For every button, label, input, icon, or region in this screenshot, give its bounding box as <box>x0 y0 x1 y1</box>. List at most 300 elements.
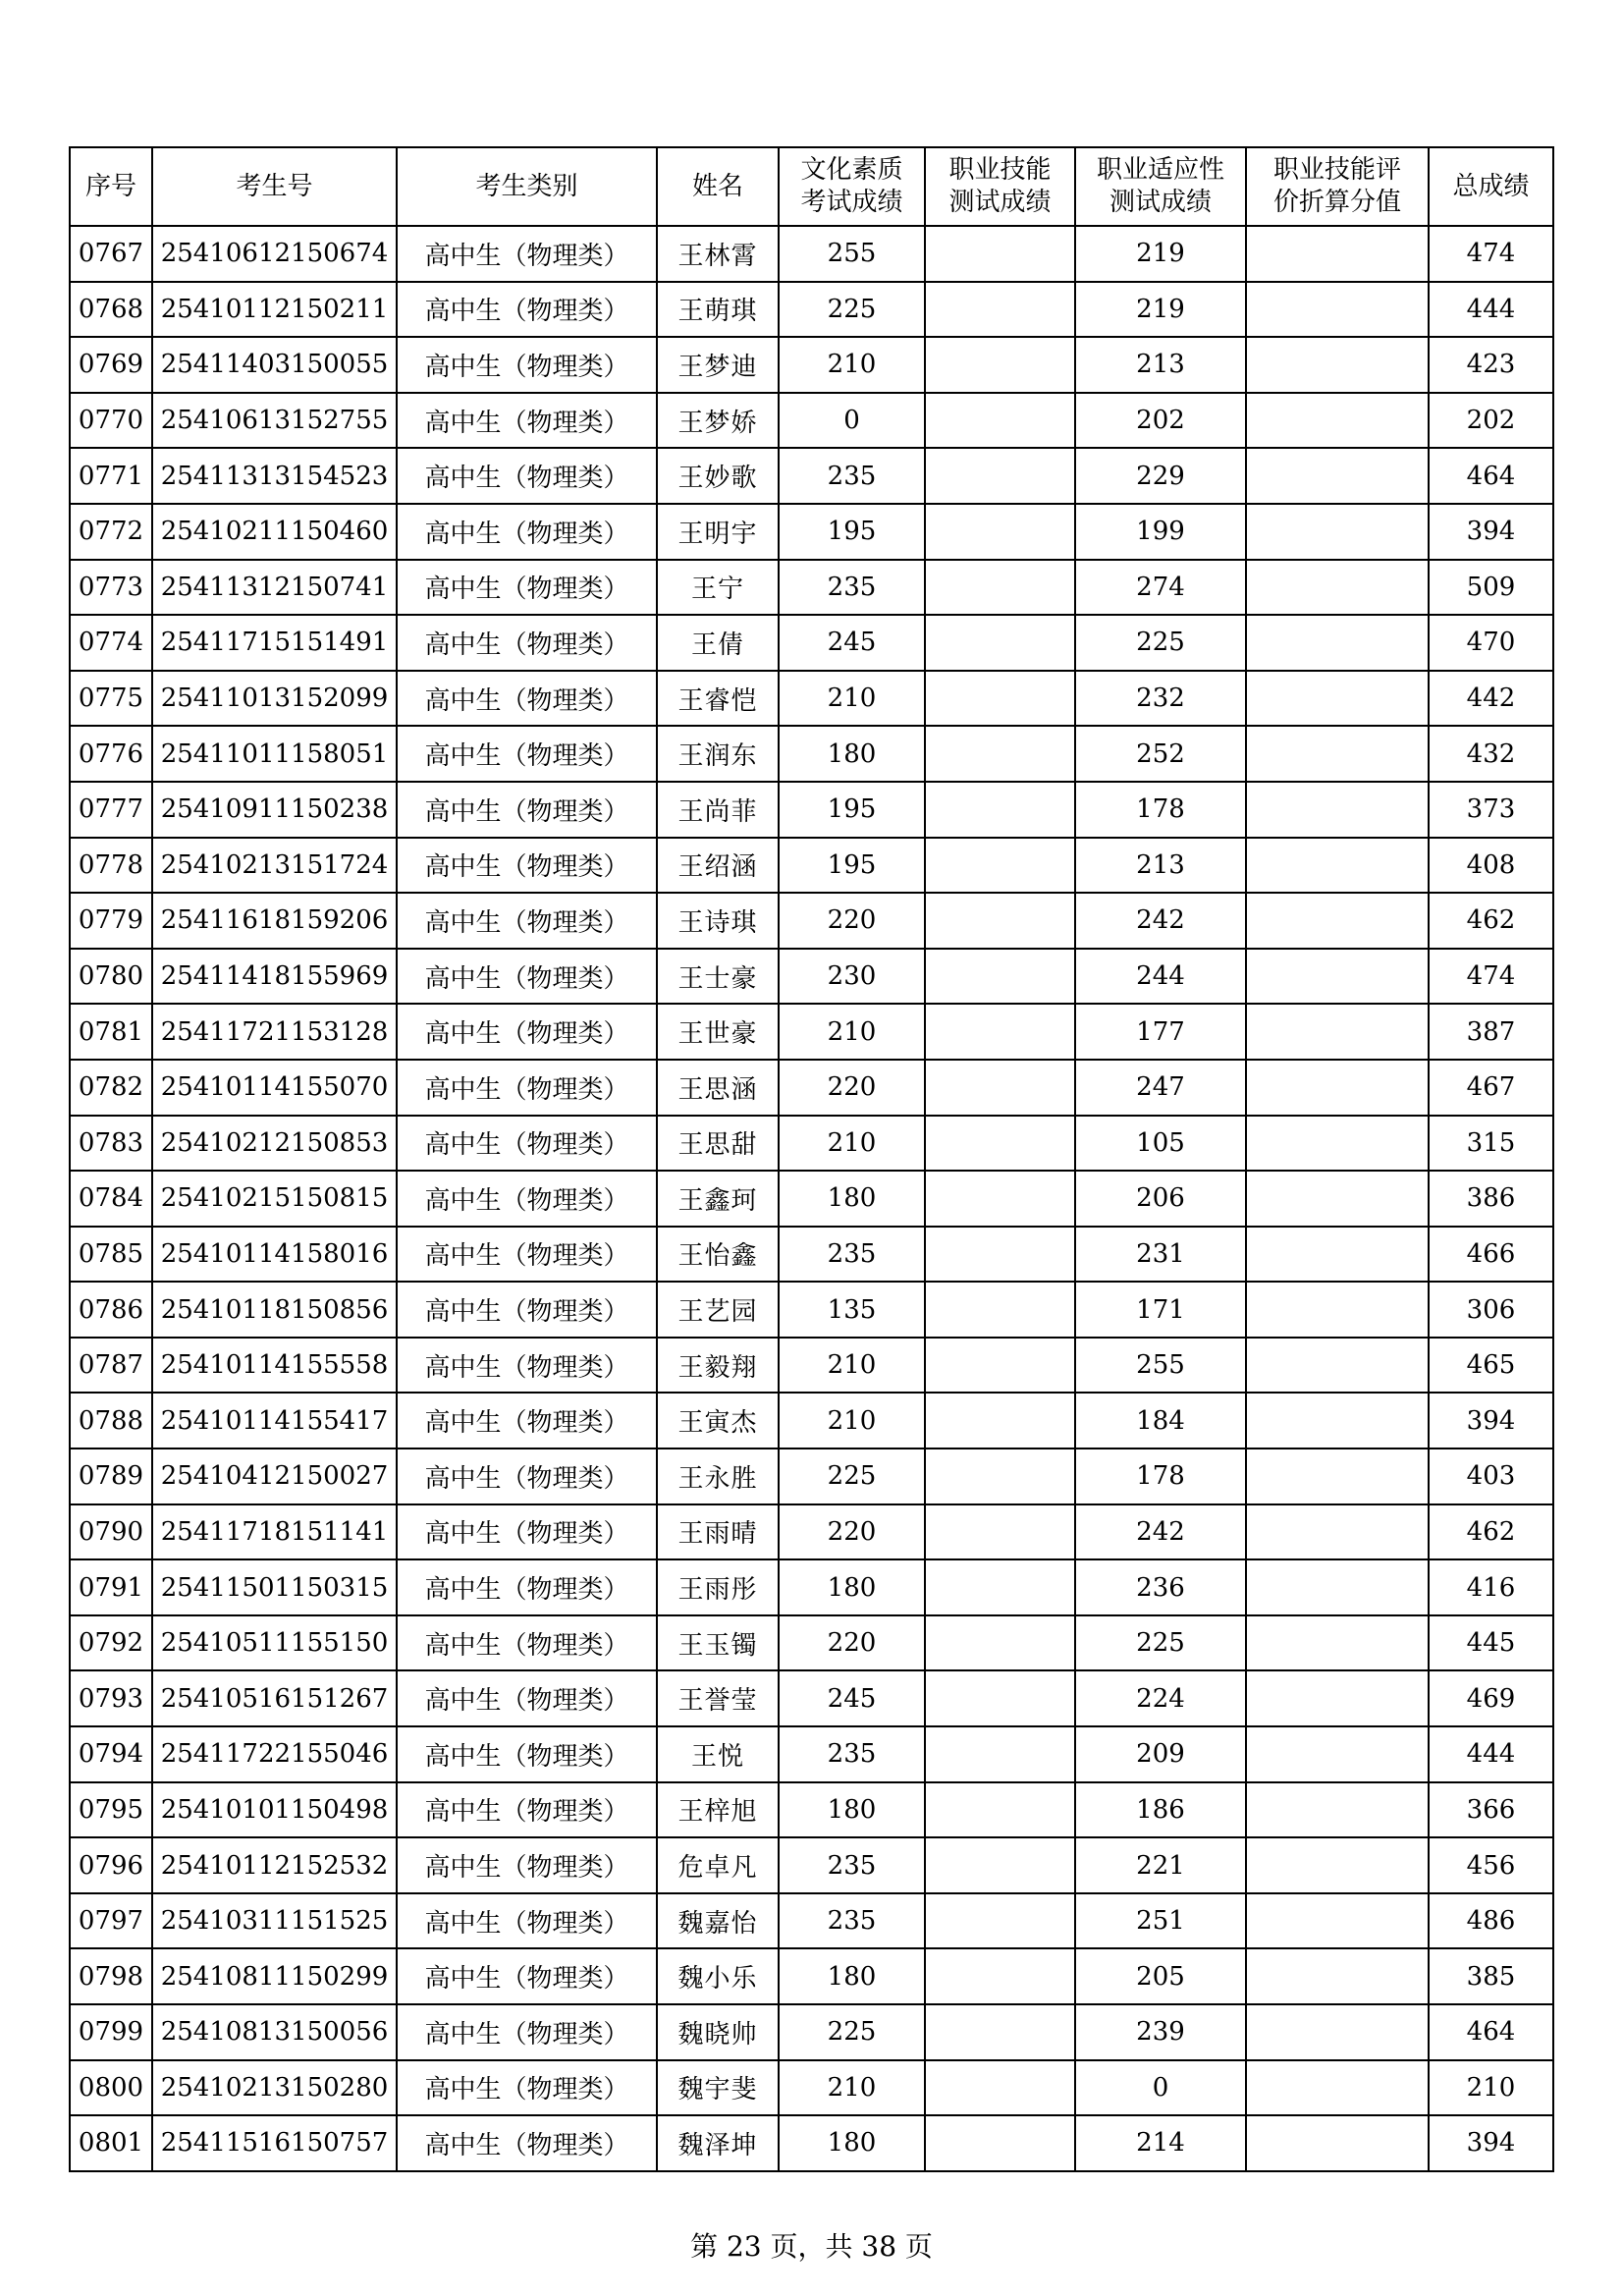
header-label: 文化素质 <box>800 155 903 185</box>
culture-score-cell: 235 <box>779 448 925 504</box>
total-score-cell: 469 <box>1429 1670 1553 1726</box>
total-score-cell: 315 <box>1429 1116 1553 1172</box>
total-score-cell: 474 <box>1429 949 1553 1005</box>
category-cell: 高中生（物理类） <box>397 1116 657 1172</box>
table-row <box>70 949 1553 1005</box>
header-label: 职业适应性 <box>1096 155 1224 185</box>
serial-cell: 0785 <box>70 1227 152 1283</box>
exam-id-cell: 25410813150056 <box>152 2004 397 2060</box>
table-body <box>70 226 1553 2171</box>
skill-test-cell <box>925 1837 1075 1893</box>
adaptability-score-cell: 105 <box>1075 1116 1246 1172</box>
exam-id-cell: 25410212150853 <box>152 1116 397 1172</box>
adaptability-score-cell: 171 <box>1075 1282 1246 1338</box>
category-cell: 高中生（物理类） <box>397 671 657 727</box>
header-label: 测试成绩 <box>1109 188 1212 217</box>
adaptability-score-cell: 242 <box>1075 1504 1246 1560</box>
culture-score-cell: 220 <box>779 1504 925 1560</box>
culture-score-cell: 235 <box>779 1227 925 1283</box>
total-score-cell: 467 <box>1429 1060 1553 1116</box>
skill-eval-cell <box>1246 1004 1429 1060</box>
table-row <box>70 615 1553 671</box>
total-score-cell: 387 <box>1429 1004 1553 1060</box>
culture-score-cell: 230 <box>779 949 925 1005</box>
total-score-cell: 423 <box>1429 337 1553 393</box>
exam-id-cell: 25411418155969 <box>152 949 397 1005</box>
serial-cell: 0796 <box>70 1837 152 1893</box>
table-row <box>70 1504 1553 1560</box>
adaptability-score-cell: 0 <box>1075 2060 1246 2116</box>
skill-test-cell <box>925 2004 1075 2060</box>
table-row <box>70 1559 1553 1615</box>
name-cell: 王润东 <box>657 726 779 782</box>
total-score-cell: 462 <box>1429 893 1553 949</box>
table-row <box>70 1338 1553 1394</box>
serial-cell: 0794 <box>70 1726 152 1782</box>
adaptability-score-cell: 251 <box>1075 1893 1246 1949</box>
exam-id-cell: 25411013152099 <box>152 671 397 727</box>
header-col-culture-score <box>779 147 925 226</box>
serial-cell: 0767 <box>70 226 152 282</box>
table-row <box>70 560 1553 616</box>
table-header <box>70 147 1553 226</box>
name-cell: 王雨彤 <box>657 1559 779 1615</box>
total-score-cell: 394 <box>1429 2115 1553 2171</box>
culture-score-cell: 210 <box>779 2060 925 2116</box>
name-cell: 危卓凡 <box>657 1837 779 1893</box>
adaptability-score-cell: 186 <box>1075 1782 1246 1838</box>
adaptability-score-cell: 213 <box>1075 838 1246 894</box>
name-cell: 王思甜 <box>657 1116 779 1172</box>
culture-score-cell: 235 <box>779 1837 925 1893</box>
name-cell: 王雨晴 <box>657 1504 779 1560</box>
serial-cell: 0780 <box>70 949 152 1005</box>
category-cell: 高中生（物理类） <box>397 1282 657 1338</box>
table-row <box>70 726 1553 782</box>
name-cell: 王寅杰 <box>657 1393 779 1449</box>
skill-eval-cell <box>1246 337 1429 393</box>
skill-eval-cell <box>1246 2004 1429 2060</box>
table-row <box>70 2060 1553 2116</box>
exam-id-cell: 25411618159206 <box>152 893 397 949</box>
adaptability-score-cell: 205 <box>1075 1948 1246 2004</box>
name-cell: 魏泽坤 <box>657 2115 779 2171</box>
serial-cell: 0779 <box>70 893 152 949</box>
skill-eval-cell <box>1246 504 1429 560</box>
category-cell: 高中生（物理类） <box>397 504 657 560</box>
table-row <box>70 893 1553 949</box>
culture-score-cell: 210 <box>779 671 925 727</box>
total-score-cell: 486 <box>1429 1893 1553 1949</box>
exam-id-cell: 25410112152532 <box>152 1837 397 1893</box>
skill-eval-cell <box>1246 1615 1429 1671</box>
serial-cell: 0774 <box>70 615 152 671</box>
adaptability-score-cell: 206 <box>1075 1171 1246 1227</box>
header-label: 考生号 <box>236 171 313 201</box>
skill-eval-cell <box>1246 2115 1429 2171</box>
serial-cell: 0792 <box>70 1615 152 1671</box>
skill-test-cell <box>925 337 1075 393</box>
header-label: 姓名 <box>691 171 743 201</box>
culture-score-cell: 210 <box>779 1004 925 1060</box>
exam-id-cell: 25411501150315 <box>152 1559 397 1615</box>
category-cell: 高中生（物理类） <box>397 1893 657 1949</box>
category-cell: 高中生（物理类） <box>397 1449 657 1504</box>
exam-id-cell: 25410511155150 <box>152 1615 397 1671</box>
category-cell: 高中生（物理类） <box>397 560 657 616</box>
exam-id-cell: 25410811150299 <box>152 1948 397 2004</box>
adaptability-score-cell: 219 <box>1075 282 1246 338</box>
exam-id-cell: 25410213150280 <box>152 2060 397 2116</box>
table-row <box>70 1060 1553 1116</box>
name-cell: 王诗琪 <box>657 893 779 949</box>
culture-score-cell: 235 <box>779 1726 925 1782</box>
adaptability-score-cell: 274 <box>1075 560 1246 616</box>
total-score-cell: 470 <box>1429 615 1553 671</box>
skill-test-cell <box>925 726 1075 782</box>
category-cell: 高中生（物理类） <box>397 2004 657 2060</box>
skill-eval-cell <box>1246 1893 1429 1949</box>
total-score-cell: 408 <box>1429 838 1553 894</box>
name-cell: 魏嘉怡 <box>657 1893 779 1949</box>
exam-id-cell: 25411516150757 <box>152 2115 397 2171</box>
header-label: 考生类别 <box>475 171 578 201</box>
total-score-cell: 416 <box>1429 1559 1553 1615</box>
skill-test-cell <box>925 1004 1075 1060</box>
name-cell: 王玉镯 <box>657 1615 779 1671</box>
culture-score-cell: 180 <box>779 1171 925 1227</box>
culture-score-cell: 180 <box>779 1948 925 2004</box>
category-cell: 高中生（物理类） <box>397 1726 657 1782</box>
name-cell: 王毅翔 <box>657 1338 779 1394</box>
category-cell: 高中生（物理类） <box>397 726 657 782</box>
serial-cell: 0772 <box>70 504 152 560</box>
table-row <box>70 1893 1553 1949</box>
total-score-cell: 464 <box>1429 448 1553 504</box>
name-cell: 王林霄 <box>657 226 779 282</box>
adaptability-score-cell: 236 <box>1075 1559 1246 1615</box>
category-cell: 高中生（物理类） <box>397 448 657 504</box>
culture-score-cell: 225 <box>779 2004 925 2060</box>
skill-test-cell <box>925 448 1075 504</box>
table-row <box>70 448 1553 504</box>
total-score-cell: 442 <box>1429 671 1553 727</box>
exam-id-cell: 25410211150460 <box>152 504 397 560</box>
category-cell: 高中生（物理类） <box>397 1060 657 1116</box>
skill-test-cell <box>925 1060 1075 1116</box>
adaptability-score-cell: 213 <box>1075 337 1246 393</box>
skill-eval-cell <box>1246 949 1429 1005</box>
total-score-cell: 465 <box>1429 1338 1553 1394</box>
skill-eval-cell <box>1246 1726 1429 1782</box>
culture-score-cell: 135 <box>779 1282 925 1338</box>
category-cell: 高中生（物理类） <box>397 838 657 894</box>
skill-eval-cell <box>1246 1227 1429 1283</box>
adaptability-score-cell: 178 <box>1075 1449 1246 1504</box>
name-cell: 王永胜 <box>657 1449 779 1504</box>
skill-eval-cell <box>1246 615 1429 671</box>
table-row <box>70 1615 1553 1671</box>
adaptability-score-cell: 214 <box>1075 2115 1246 2171</box>
serial-cell: 0786 <box>70 1282 152 1338</box>
culture-score-cell: 225 <box>779 282 925 338</box>
serial-cell: 0800 <box>70 2060 152 2116</box>
exam-id-cell: 25411313154523 <box>152 448 397 504</box>
name-cell: 王梦迪 <box>657 337 779 393</box>
category-cell: 高中生（物理类） <box>397 2060 657 2116</box>
skill-eval-cell <box>1246 838 1429 894</box>
category-cell: 高中生（物理类） <box>397 2115 657 2171</box>
skill-eval-cell <box>1246 671 1429 727</box>
exam-id-cell: 25410311151525 <box>152 1893 397 1949</box>
category-cell: 高中生（物理类） <box>397 393 657 449</box>
table-row <box>70 1726 1553 1782</box>
skill-test-cell <box>925 1227 1075 1283</box>
serial-cell: 0793 <box>70 1670 152 1726</box>
adaptability-score-cell: 225 <box>1075 615 1246 671</box>
skill-test-cell <box>925 2115 1075 2171</box>
total-score-cell: 456 <box>1429 1837 1553 1893</box>
adaptability-score-cell: 184 <box>1075 1393 1246 1449</box>
skill-test-cell <box>925 1171 1075 1227</box>
adaptability-score-cell: 242 <box>1075 893 1246 949</box>
table-row <box>70 1837 1553 1893</box>
adaptability-score-cell: 229 <box>1075 448 1246 504</box>
header-label: 序号 <box>84 171 136 201</box>
skill-test-cell <box>925 1116 1075 1172</box>
total-score-cell: 509 <box>1429 560 1553 616</box>
category-cell: 高中生（物理类） <box>397 949 657 1005</box>
skill-test-cell <box>925 560 1075 616</box>
total-score-cell: 462 <box>1429 1504 1553 1560</box>
total-score-cell: 394 <box>1429 504 1553 560</box>
serial-cell: 0784 <box>70 1171 152 1227</box>
header-label: 考试成绩 <box>800 188 903 217</box>
skill-test-cell <box>925 282 1075 338</box>
adaptability-score-cell: 177 <box>1075 1004 1246 1060</box>
exam-id-cell: 25411722155046 <box>152 1726 397 1782</box>
table-row <box>70 393 1553 449</box>
table-row <box>70 671 1553 727</box>
name-cell: 王梦娇 <box>657 393 779 449</box>
serial-cell: 0773 <box>70 560 152 616</box>
category-cell: 高中生（物理类） <box>397 337 657 393</box>
name-cell: 王倩 <box>657 615 779 671</box>
table-row <box>70 337 1553 393</box>
skill-test-cell <box>925 1893 1075 1949</box>
total-score-cell: 366 <box>1429 1782 1553 1838</box>
name-cell: 魏晓帅 <box>657 2004 779 2060</box>
category-cell: 高中生（物理类） <box>397 1948 657 2004</box>
culture-score-cell: 235 <box>779 560 925 616</box>
adaptability-score-cell: 231 <box>1075 1227 1246 1283</box>
exam-id-cell: 25410213151724 <box>152 838 397 894</box>
total-score-cell: 444 <box>1429 282 1553 338</box>
total-score-cell: 445 <box>1429 1615 1553 1671</box>
header-label: 职业技能 <box>948 155 1052 185</box>
culture-score-cell: 180 <box>779 726 925 782</box>
adaptability-score-cell: 255 <box>1075 1338 1246 1394</box>
total-score-cell: 373 <box>1429 782 1553 838</box>
total-score-cell: 306 <box>1429 1282 1553 1338</box>
category-cell: 高中生（物理类） <box>397 1670 657 1726</box>
name-cell: 王尚菲 <box>657 782 779 838</box>
header-label: 测试成绩 <box>948 188 1052 217</box>
skill-test-cell <box>925 226 1075 282</box>
serial-cell: 0791 <box>70 1559 152 1615</box>
culture-score-cell: 0 <box>779 393 925 449</box>
exam-id-cell: 25411312150741 <box>152 560 397 616</box>
table-row <box>70 2004 1553 2060</box>
culture-score-cell: 245 <box>779 1670 925 1726</box>
culture-score-cell: 180 <box>779 1782 925 1838</box>
exam-id-cell: 25410118150856 <box>152 1282 397 1338</box>
serial-cell: 0771 <box>70 448 152 504</box>
skill-eval-cell <box>1246 1449 1429 1504</box>
table-row <box>70 226 1553 282</box>
skill-test-cell <box>925 615 1075 671</box>
skill-eval-cell <box>1246 1670 1429 1726</box>
name-cell: 王士豪 <box>657 949 779 1005</box>
adaptability-score-cell: 199 <box>1075 504 1246 560</box>
skill-eval-cell <box>1246 782 1429 838</box>
table-row <box>70 1393 1553 1449</box>
adaptability-score-cell: 232 <box>1075 671 1246 727</box>
skill-test-cell <box>925 1670 1075 1726</box>
skill-test-cell <box>925 949 1075 1005</box>
category-cell: 高中生（物理类） <box>397 1837 657 1893</box>
header-col-serial <box>70 147 152 226</box>
exam-id-cell: 25410114155558 <box>152 1338 397 1394</box>
category-cell: 高中生（物理类） <box>397 1338 657 1394</box>
table-row <box>70 1171 1553 1227</box>
skill-test-cell <box>925 671 1075 727</box>
header-col-adaptability-score <box>1075 147 1246 226</box>
total-score-cell: 394 <box>1429 1393 1553 1449</box>
category-cell: 高中生（物理类） <box>397 1004 657 1060</box>
exam-id-cell: 25410112150211 <box>152 282 397 338</box>
table-row <box>70 1282 1553 1338</box>
category-cell: 高中生（物理类） <box>397 1504 657 1560</box>
header-label: 总成绩 <box>1452 171 1530 201</box>
skill-eval-cell <box>1246 893 1429 949</box>
name-cell: 王萌琪 <box>657 282 779 338</box>
adaptability-score-cell: 252 <box>1075 726 1246 782</box>
adaptability-score-cell: 209 <box>1075 1726 1246 1782</box>
name-cell: 王绍涵 <box>657 838 779 894</box>
table-row <box>70 1782 1553 1838</box>
adaptability-score-cell: 178 <box>1075 782 1246 838</box>
skill-eval-cell <box>1246 726 1429 782</box>
exam-id-cell: 25410613152755 <box>152 393 397 449</box>
culture-score-cell: 210 <box>779 1393 925 1449</box>
exam-id-cell: 25410911150238 <box>152 782 397 838</box>
exam-id-cell: 25410412150027 <box>152 1449 397 1504</box>
category-cell: 高中生（物理类） <box>397 226 657 282</box>
skill-test-cell <box>925 1782 1075 1838</box>
page-number: 第 23 页，共 38 页 <box>690 2230 933 2263</box>
skill-eval-cell <box>1246 1060 1429 1116</box>
skill-eval-cell <box>1246 226 1429 282</box>
skill-test-cell <box>925 1948 1075 2004</box>
total-score-cell: 403 <box>1429 1449 1553 1504</box>
name-cell: 王宁 <box>657 560 779 616</box>
category-cell: 高中生（物理类） <box>397 1171 657 1227</box>
serial-cell: 0775 <box>70 671 152 727</box>
exam-id-cell: 25410114155070 <box>152 1060 397 1116</box>
serial-cell: 0769 <box>70 337 152 393</box>
serial-cell: 0801 <box>70 2115 152 2171</box>
culture-score-cell: 220 <box>779 1615 925 1671</box>
skill-test-cell <box>925 1393 1075 1449</box>
skill-eval-cell <box>1246 560 1429 616</box>
serial-cell: 0776 <box>70 726 152 782</box>
adaptability-score-cell: 225 <box>1075 1615 1246 1671</box>
skill-eval-cell <box>1246 1171 1429 1227</box>
skill-eval-cell <box>1246 2060 1429 2116</box>
serial-cell: 0783 <box>70 1116 152 1172</box>
skill-test-cell <box>925 893 1075 949</box>
category-cell: 高中生（物理类） <box>397 1559 657 1615</box>
header-label: 职业技能评 <box>1272 155 1401 185</box>
exam-id-cell: 25410215150815 <box>152 1171 397 1227</box>
header-col-total-score <box>1429 147 1553 226</box>
serial-cell: 0777 <box>70 782 152 838</box>
category-cell: 高中生（物理类） <box>397 615 657 671</box>
table-row <box>70 782 1553 838</box>
skill-eval-cell <box>1246 1393 1429 1449</box>
culture-score-cell: 210 <box>779 337 925 393</box>
skill-test-cell <box>925 782 1075 838</box>
table-row <box>70 1948 1553 2004</box>
skill-eval-cell <box>1246 393 1429 449</box>
name-cell: 王梓旭 <box>657 1782 779 1838</box>
name-cell: 王妙歌 <box>657 448 779 504</box>
serial-cell: 0795 <box>70 1782 152 1838</box>
header-row <box>70 147 1553 226</box>
adaptability-score-cell: 224 <box>1075 1670 1246 1726</box>
name-cell: 王思涵 <box>657 1060 779 1116</box>
header-col-category <box>397 147 657 226</box>
name-cell: 王艺园 <box>657 1282 779 1338</box>
table-row <box>70 504 1553 560</box>
skill-eval-cell <box>1246 282 1429 338</box>
total-score-cell: 202 <box>1429 393 1553 449</box>
exam-id-cell: 25410114155417 <box>152 1393 397 1449</box>
total-score-cell: 386 <box>1429 1171 1553 1227</box>
total-score-cell: 385 <box>1429 1948 1553 2004</box>
skill-test-cell <box>925 1338 1075 1394</box>
adaptability-score-cell: 219 <box>1075 226 1246 282</box>
serial-cell: 0770 <box>70 393 152 449</box>
culture-score-cell: 245 <box>779 615 925 671</box>
name-cell: 王睿恺 <box>657 671 779 727</box>
serial-cell: 0790 <box>70 1504 152 1560</box>
adaptability-score-cell: 247 <box>1075 1060 1246 1116</box>
serial-cell: 0782 <box>70 1060 152 1116</box>
exam-id-cell: 25410114158016 <box>152 1227 397 1283</box>
skill-eval-cell <box>1246 448 1429 504</box>
skill-test-cell <box>925 1449 1075 1504</box>
serial-cell: 0797 <box>70 1893 152 1949</box>
culture-score-cell: 210 <box>779 1116 925 1172</box>
culture-score-cell: 180 <box>779 2115 925 2171</box>
exam-id-cell: 25410612150674 <box>152 226 397 282</box>
category-cell: 高中生（物理类） <box>397 1615 657 1671</box>
skill-eval-cell <box>1246 1948 1429 2004</box>
name-cell: 王世豪 <box>657 1004 779 1060</box>
serial-cell: 0788 <box>70 1393 152 1449</box>
